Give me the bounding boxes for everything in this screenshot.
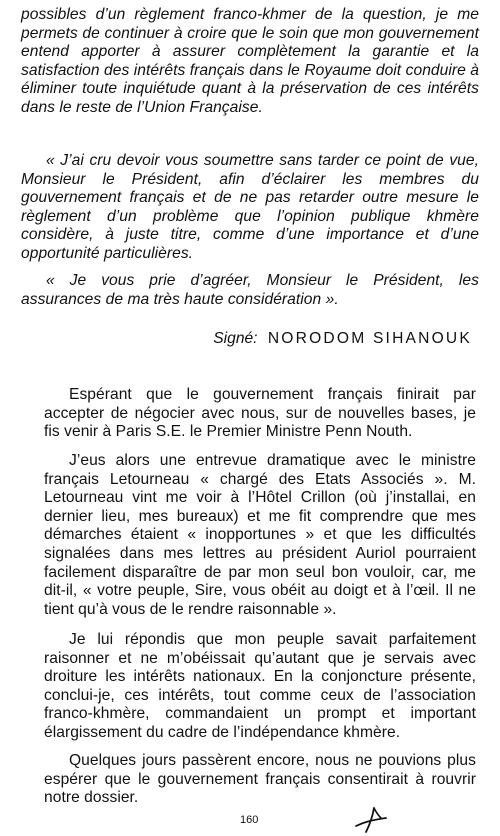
narrative-paragraph-negotiation: Espérant que le gouvernement français finirait par accepter de négocier avec nous, sur de nouvelles bases, je fis venir à Paris S.E. le Premier Ministre Penn Nouth. (44, 386, 476, 441)
narrative-paragraph-dossier: Quelques jours passèrent encore, nous ne pouvions plus espérer que le gouvernement français consentirait à rouvrir notre dossier. (44, 752, 476, 807)
letter-signature (213, 330, 472, 348)
letter-paragraph-continuation: possibles d’un règlement franco-khmer de la question, je me permets de continuer à croire que le soin que mon gouvernement entend apporter à assurer complètement la garantie et la satisfaction des intérêts français dans le Royaume doit conduire à éliminer toute inquiétude quant à la préservation de ces intérêts dans le reste de l’Union Française. (21, 6, 479, 116)
letter-closing-formula: « Je vous prie d’agréer, Monsieur le Président, les assurances de ma très haute considération ». (21, 272, 479, 308)
narrative-paragraph-reply: Je lui répondis que mon peuple savait parfaitement raisonner et ne m’obéissait qu’autant que je servais avec droiture les intérêts nationaux. En la conjoncture présente, conclui-je, ces intérêts, tout comme ceux de l’association franco-khmère, commandaient un prompt et important élargissement du cadre de l’indépendance khmère. (44, 631, 476, 741)
signature-name: NORODOM SIHANOUK (267, 330, 472, 347)
page-number: 160 (240, 814, 259, 826)
letter-paragraph-point-of-view: « J’ai cru devoir vous soumettre sans tarder ce point de vue, Monsieur le Président, afin d’éclairer les membres du gouvernement français et de ne pas retarder outre mesure le règlement d’un problème que l’opinion publique khmère considère, à juste titre, comme d’une importance et d’une opportunité particulières. (21, 152, 479, 262)
handwritten-pen-mark-icon (352, 804, 392, 834)
narrative-paragraph-letourneau-meeting: J’eus alors une entrevue dramatique avec le ministre français Letourneau « chargé des Etats Associés ». M. Letourneau vint me voir à l’Hôtel Crillon (où j’installai, en dernier lieu, mes bureaux) et me fit comprendre que mes démarches étaient « inopportunes » et que les difficultés signalées dans mes lettres au président Auriol pourraient facilement disparaître de par mon seul bon vouloir, car, me dit-il, « votre peuple, Sire, vous obéit au doigt et à l’œil. Il ne tient qu’à vous de le rendre raisonnable ». (44, 452, 476, 618)
signature-label: Signé: (213, 330, 258, 347)
